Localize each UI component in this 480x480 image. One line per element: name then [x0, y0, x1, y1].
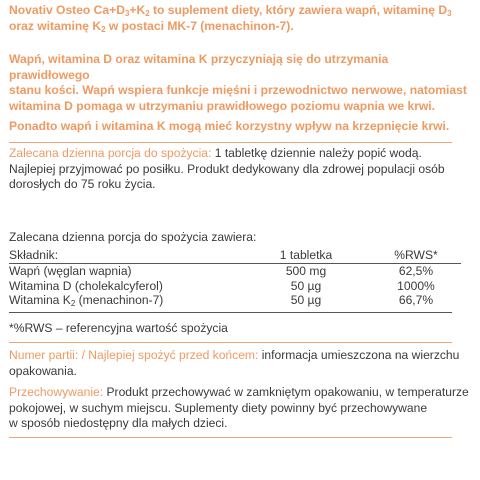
storage-paragraph [9, 385, 472, 432]
row-vitk-amount: 50 µg [290, 293, 322, 308]
rws-footnote-text: *%RWS – referencyjna wartość spożycia [9, 321, 228, 335]
row-calcium-amount: 500 mg [285, 263, 327, 278]
row-vitd-rws: 1000% [397, 278, 435, 293]
claim1-line3: witamina D pomaga w utrzymaniu prawidłowego poziomu wapnia we krwi. [9, 98, 436, 113]
intro-text-c: to suplement diety, który zawiera wapń, witaminę D [149, 3, 448, 17]
storage-text1: Produkt przechowywać w zamkniętym opakowaniu, w temperaturze [106, 385, 469, 399]
row-vitk-sub: 2 [70, 299, 76, 309]
batch-paragraph [9, 348, 472, 379]
row-vitk-name [9, 293, 241, 308]
divider-middle [9, 342, 452, 343]
health-claim-2 [9, 119, 472, 135]
row-vitd-amount: 50 µg [290, 278, 322, 293]
header-per-tablet: 1 tabletka [279, 248, 333, 262]
claim2-text: Ponadto wapń i witamina K mogą mieć korzystny wpływ na krzepnięcie krwi. [9, 119, 450, 133]
table-header-row [9, 248, 461, 263]
daily-dose-paragraph [9, 146, 472, 193]
table-row [9, 293, 461, 308]
batch-text1: informacja umieszczona na wierzchu [261, 348, 460, 362]
divider-top [9, 142, 452, 143]
health-claim-1 [9, 52, 472, 114]
table-row [9, 279, 461, 294]
row-vitd-name: Witamina D (cholekalcyferol) [9, 278, 163, 293]
divider-table-bottom [9, 312, 452, 313]
intro-text-e: w postaci MK-7 (menachinon-7). [105, 18, 294, 33]
batch-text2: opakowania. [9, 363, 77, 378]
intro-sub-d3-b: 3 [447, 9, 452, 18]
rws-footnote [9, 321, 472, 337]
ingredients-table [9, 248, 461, 308]
row-calcium-name: Wapń (węglan wapnia) [9, 263, 132, 278]
table-caption [9, 230, 472, 246]
header-ingredient: Składnik: [9, 248, 59, 262]
intro-sub-d3-a: 3 [124, 9, 130, 18]
daily-dose-text3: dorosłych do 75 roku życia. [9, 177, 156, 192]
intro-paragraph [9, 3, 472, 34]
storage-label: Przechowywanie: [9, 385, 104, 399]
table-caption-text: Zalecana dzienna porcja do spożycia zawiera: [9, 230, 257, 244]
intro-text-d: oraz witaminę K [9, 18, 102, 33]
intro-sub-k2-a: 2 [145, 9, 150, 18]
intro-text-a: Novativ Osteo Ca+D [9, 3, 125, 17]
batch-label: Numer partii: / Najlepiej spożyć przed końcem: [9, 348, 259, 362]
header-rws: %RWS* [394, 248, 438, 262]
daily-dose-label: Zalecana dzienna porcja do spożycia: [9, 146, 212, 160]
intro-sub-k2-b: 2 [101, 24, 106, 34]
storage-text3: w sposób niedostępny dla małych dzieci. [9, 416, 228, 431]
daily-dose-text2: Najlepiej przyjmować po posiłku. Produkt dedykowany dla zdrowej populacji osób [9, 161, 445, 176]
storage-text2: pokojowej, w suchym miejscu. Suplementy diety powinny być przechowywane [9, 400, 428, 415]
claim1-line1: Wapń, witamina D oraz witamina K przyczyniają się do utrzymania prawidłowego [9, 52, 389, 82]
daily-dose-text1: 1 tabletkę dziennie należy popić wodą. [214, 146, 422, 160]
row-vitk-name-b: (menachinon-7) [75, 293, 164, 308]
row-vitk-name-a: Witamina K [9, 293, 71, 308]
divider-bottom [9, 437, 452, 438]
row-calcium-rws: 62,5% [398, 263, 434, 278]
intro-text-b: +K [129, 3, 146, 17]
row-vitk-rws: 66,7% [398, 293, 434, 308]
table-row [9, 264, 461, 279]
claim1-line2: stanu kości. Wapń wspiera funkcje mięśni i przewodnictwo nerwowe, natomiast [9, 83, 467, 98]
